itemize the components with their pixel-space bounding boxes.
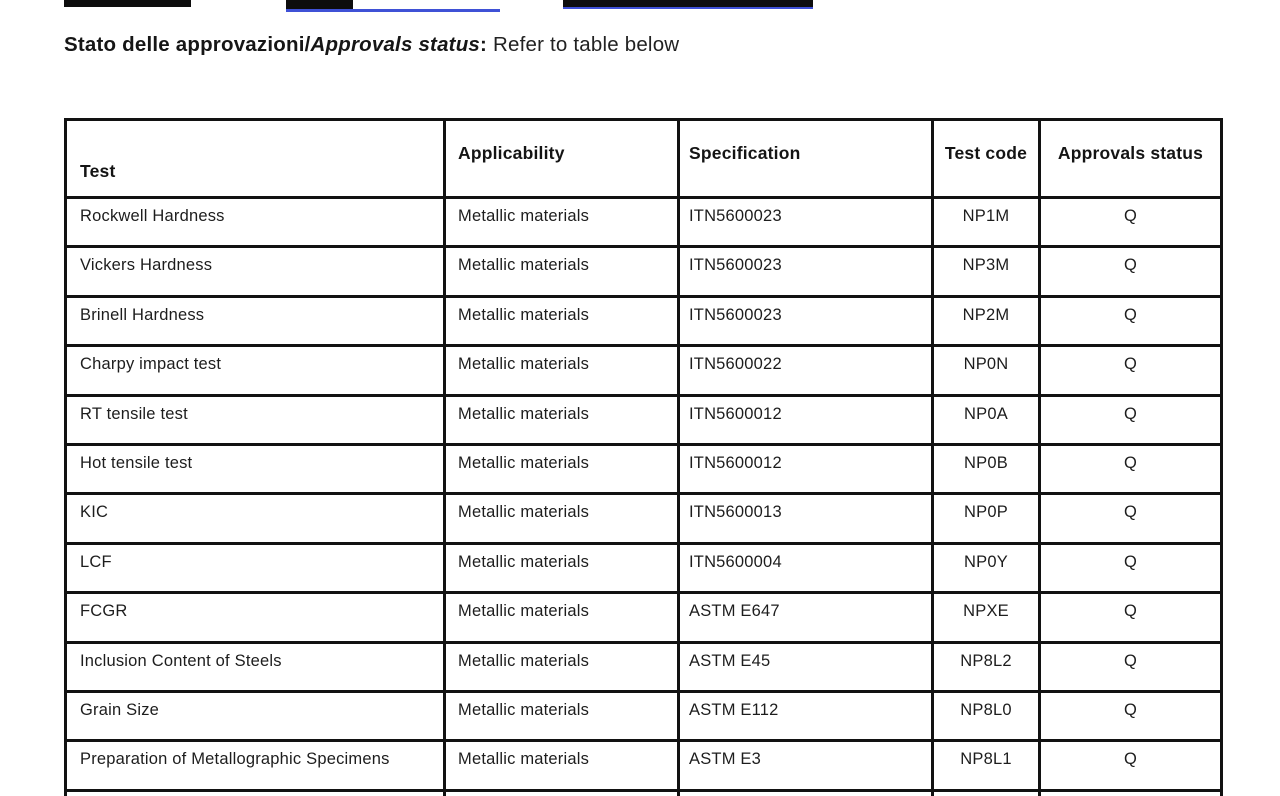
table-row — [66, 296, 1222, 345]
cell-specification: ITN5600022 — [679, 346, 933, 395]
table-row-clipped — [66, 790, 1222, 796]
cell-status: Q — [1040, 494, 1222, 543]
link-underline — [286, 9, 500, 12]
table-row — [66, 444, 1222, 493]
cell-applicability: Metallic materials — [445, 691, 679, 740]
cell-status: Q — [1040, 543, 1222, 592]
cell-code: NP8L0 — [933, 691, 1040, 740]
cell-applicability: Metallic materials — [445, 593, 679, 642]
cell-status: Q — [1040, 444, 1222, 493]
table-row — [66, 494, 1222, 543]
table-header-row — [66, 120, 1222, 198]
page-title — [64, 33, 679, 57]
table-row — [66, 198, 1222, 247]
cell-applicability: Metallic materials — [445, 642, 679, 691]
cell-code: NP2M — [933, 296, 1040, 345]
cell-code: NPXE — [933, 593, 1040, 642]
table-header — [66, 120, 1222, 198]
cell-test: KIC — [66, 494, 445, 543]
cell-code: NP0A — [933, 395, 1040, 444]
cell-code: NP8L1 — [933, 741, 1040, 790]
cell-code: NP0P — [933, 494, 1040, 543]
cell-specification: ITN5600023 — [679, 296, 933, 345]
cell-applicability: Metallic materials — [445, 296, 679, 345]
table-row — [66, 543, 1222, 592]
cell-status: Q — [1040, 198, 1222, 247]
cell-status: Q — [1040, 346, 1222, 395]
cell-status: Q — [1040, 296, 1222, 345]
cell-status: Q — [1040, 247, 1222, 296]
column-header-approvals-status: Approvals status — [1040, 120, 1222, 198]
cell-code: NP8L2 — [933, 642, 1040, 691]
cell-applicability: Metallic materials — [445, 247, 679, 296]
cell-specification: ASTM E647 — [679, 593, 933, 642]
cell-test: Hot tensile test — [66, 444, 445, 493]
table-row — [66, 642, 1222, 691]
cell-code: NP0Y — [933, 543, 1040, 592]
cell-applicability: Metallic materials — [445, 494, 679, 543]
cell-specification: ASTM E112 — [679, 691, 933, 740]
cell-test: Inclusion Content of Steels — [66, 642, 445, 691]
cell-status: Q — [1040, 741, 1222, 790]
cell-test: Brinell Hardness — [66, 296, 445, 345]
cell-specification: ITN5600023 — [679, 247, 933, 296]
table-row — [66, 247, 1222, 296]
cell-specification: ITN5600023 — [679, 198, 933, 247]
column-header-applicability: Applicability — [445, 120, 679, 198]
cell-applicability: Metallic materials — [445, 543, 679, 592]
redacted-text-bar — [64, 0, 191, 7]
cell-applicability: Metallic materials — [445, 198, 679, 247]
cell-empty — [933, 790, 1040, 796]
cell-code: NP0B — [933, 444, 1040, 493]
cell-applicability: Metallic materials — [445, 444, 679, 493]
cell-applicability: Metallic materials — [445, 346, 679, 395]
column-header-specification: Specification — [679, 120, 933, 198]
cell-test: Grain Size — [66, 691, 445, 740]
table-row — [66, 346, 1222, 395]
cell-empty — [679, 790, 933, 796]
approvals-status-table — [64, 118, 1223, 796]
title-english-label: Approvals status — [310, 33, 481, 56]
cell-code: NP0N — [933, 346, 1040, 395]
title-colon: : — [480, 33, 488, 56]
cell-code: NP1M — [933, 198, 1040, 247]
cell-applicability: Metallic materials — [445, 395, 679, 444]
column-header-test-code: Test code — [933, 120, 1040, 198]
column-header-test: Test — [66, 120, 445, 198]
title-instruction: Refer to table below — [492, 33, 680, 56]
cell-specification: ASTM E3 — [679, 741, 933, 790]
title-italian-label: Stato delle approvazioni/ — [64, 33, 311, 56]
cell-empty — [445, 790, 679, 796]
table-row — [66, 395, 1222, 444]
cell-specification: ITN5600004 — [679, 543, 933, 592]
table-row — [66, 691, 1222, 740]
link-underline — [563, 7, 813, 9]
cell-test: Vickers Hardness — [66, 247, 445, 296]
cell-test: RT tensile test — [66, 395, 445, 444]
cell-specification: ASTM E45 — [679, 642, 933, 691]
table-row — [66, 741, 1222, 790]
cell-status: Q — [1040, 691, 1222, 740]
cell-test: Rockwell Hardness — [66, 198, 445, 247]
cell-empty — [66, 790, 445, 796]
cell-specification: ITN5600012 — [679, 395, 933, 444]
cell-test: Preparation of Metallographic Specimens — [66, 741, 445, 790]
cell-specification: ITN5600013 — [679, 494, 933, 543]
table-body — [66, 198, 1222, 796]
cell-code: NP3M — [933, 247, 1040, 296]
redacted-text-bar — [563, 0, 813, 7]
cell-specification: ITN5600012 — [679, 444, 933, 493]
cell-status: Q — [1040, 593, 1222, 642]
cell-test: Charpy impact test — [66, 346, 445, 395]
cell-test: LCF — [66, 543, 445, 592]
table-row — [66, 593, 1222, 642]
cell-status: Q — [1040, 395, 1222, 444]
cell-applicability: Metallic materials — [445, 741, 679, 790]
cell-empty — [1040, 790, 1222, 796]
cell-test: FCGR — [66, 593, 445, 642]
cell-status: Q — [1040, 642, 1222, 691]
